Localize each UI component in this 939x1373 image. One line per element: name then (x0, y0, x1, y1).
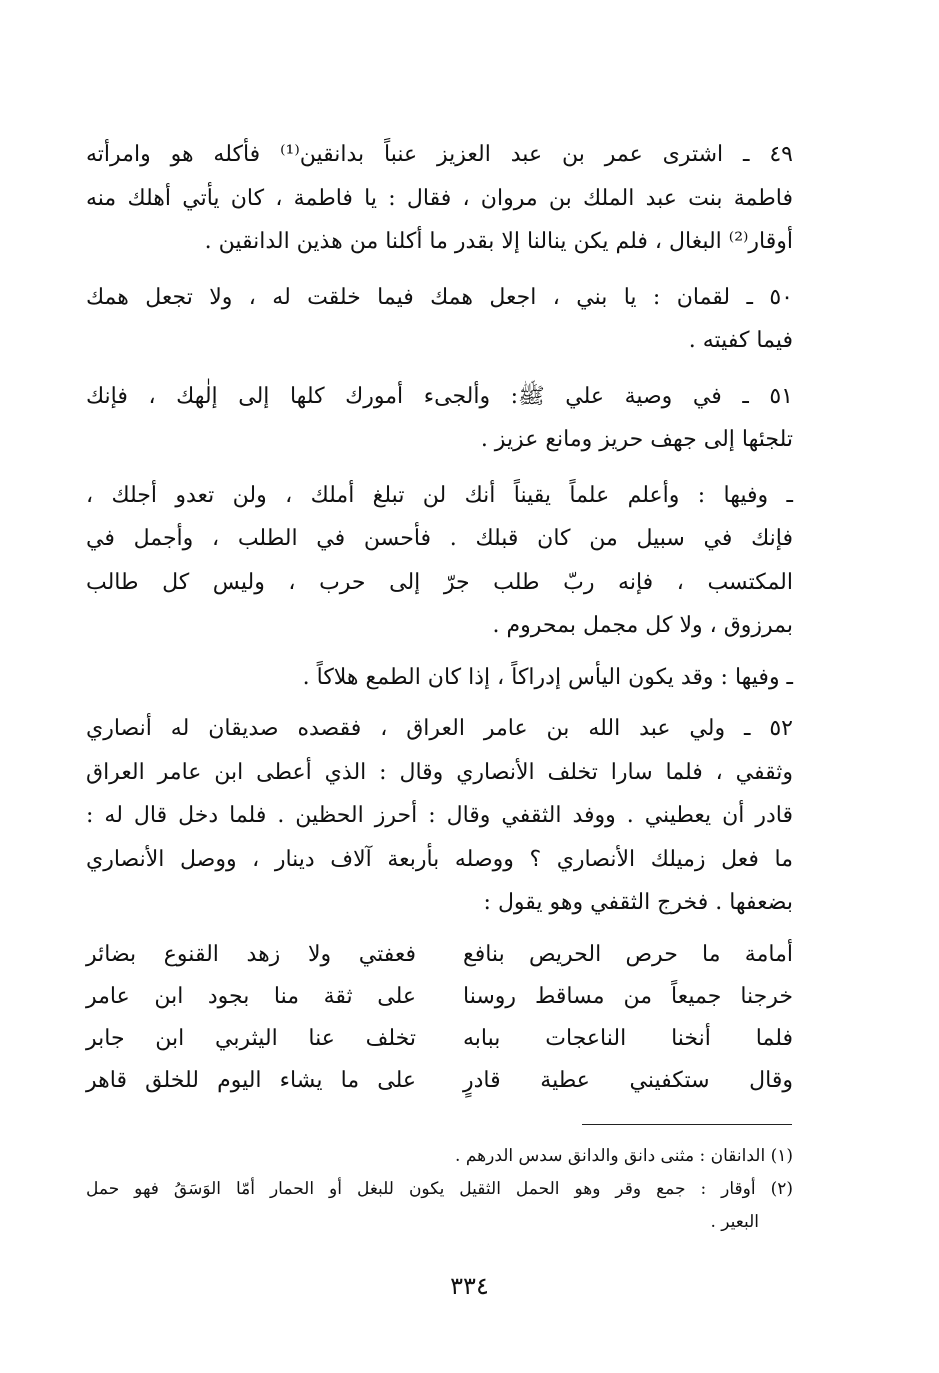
poem (86, 934, 793, 1102)
text-line: ما فعل زميلك الأنصاري ؟ ووصله بأربعة آلاف دينار ، ووصل الأنصاري (86, 846, 793, 872)
text-line: ٥١ ـ في وصية علي ﷺ: وألجىء أمورك كلها إلى إلٰهك ، فإنك (86, 383, 793, 409)
paragraph-51-final (86, 656, 793, 700)
text-line: ٥٢ ـ ولي عبد الله بن عامر العراق ، فقصده صديقان له أنصاري (86, 716, 793, 741)
page-number: ٣٣٤ (450, 1272, 489, 1300)
paragraph-49 (86, 133, 793, 264)
footnote-separator (582, 1124, 792, 1125)
text-line: فيما كفيته . (688, 328, 793, 353)
paragraph-51 (86, 375, 793, 462)
paragraph-50 (86, 276, 793, 363)
poem-verse (86, 1060, 793, 1102)
text-line: بمرزوق ، ولا كل مجمل بمحروم . (492, 613, 793, 638)
text-line: وثقفي ، فلما سارا تخلف الأنصاري وقال : الذي أعطى ابن عامر العراق (86, 759, 793, 785)
footnote-2 (86, 1173, 793, 1239)
poem-first-hemistich: أمامة ما حرص الحريص بنافع (463, 942, 793, 967)
text-line: بضعفها . فخرج الثقفي وهو يقول : (483, 890, 793, 915)
text-line: تلجئها إلى جهف حريز ومانع عزيز . (480, 427, 793, 452)
poem-verse (86, 1018, 793, 1060)
poem-verse (86, 976, 793, 1018)
poem-second-hemistich: على ما يشاء اليوم للخلق قاهر (86, 1068, 416, 1093)
poem-first-hemistich: وقال ستكفيني عطية قادرٍ (463, 1068, 793, 1093)
poem-first-hemistich: خرجنا جميعاً من مساقط روسنا (463, 984, 793, 1009)
main-text (86, 133, 793, 937)
text-line: ٥٠ ـ لقمان : يا بني ، اجعل همك فيما خلقت له ، ولا تجعل همك (86, 284, 793, 310)
footnote-line: البعير . (710, 1212, 759, 1232)
text-line: فاطمة بنت عبد الملك بن مروان ، فقال : يا فاطمة ، كان يأتي أهلك منه (86, 185, 793, 211)
footnote-1 (86, 1140, 793, 1173)
text-line: ـ وفيها : وقد يكون اليأس إدراكاً ، إذا كان الطمع هلاكاً . (302, 664, 793, 690)
poem-verse (86, 934, 793, 976)
footnotes (86, 1140, 793, 1239)
poem-second-hemistich: على ثقة منا بجود ابن عامر (86, 984, 416, 1009)
poem-first-hemistich: فلما أنخنا الناعجات ببابه (463, 1026, 793, 1051)
paragraph-52 (86, 707, 793, 925)
poem-second-hemistich: تخلف عنا اليثربي ابن جابر (86, 1026, 416, 1051)
text-line: قادر أن يعطيني . ووفد الثقفي وقال : أحرز الحظين . فلما دخل قال له : (86, 803, 794, 828)
poem-second-hemistich: فعفتي ولا زهد القنوع بضائر (86, 942, 416, 967)
text-line: أوقار⁽²⁾ البغال ، فلم يكن ينالنا إلا بقدر ما أكلنا من هذين الدانقين . (204, 229, 793, 254)
text-line: ٤٩ ـ اشترى عمر بن عبد العزيز عنباً بدانقين⁽¹⁾ فأكله هو وامرأته (86, 142, 793, 167)
text-line: المكتسب ، فإنه ربّ طلب جرّ إلى حرب ، وليس كل طالب (86, 569, 793, 595)
text-line: فإنك في سبيل من كان قبلك . فأحسن في الطلب ، وأجمل في (86, 526, 793, 551)
footnote-line: (١) الدانقان : مثنى دانق والدانق سدس الدرهم . (455, 1146, 793, 1166)
footnote-line: (٢) أوقار : جمع وقر وهو الحمل الثقيل يكون للبغل أو الحمار أمّا الوَسَقُ فهو حمل (86, 1179, 793, 1199)
paragraph-51-continuation (86, 474, 793, 648)
text-line: ـ وفيها : وأعلم علماً يقيناً أنك لن تبلغ أملك ، ولن تعدو أجلك ، (86, 482, 793, 508)
